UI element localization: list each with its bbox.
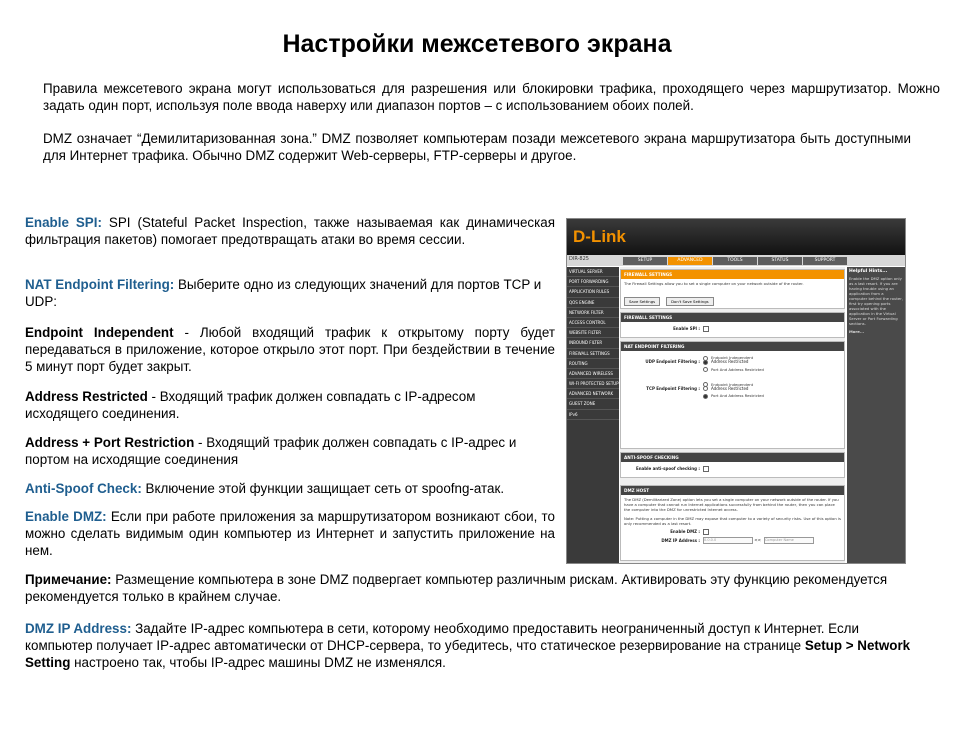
nat-description [25, 276, 545, 310]
apr-text: - Входящий трафик должен совпадать с IP-адрес и портом на исходящие соединения [25, 435, 517, 467]
intro-paragraph-2: DMZ означает “Демилитаризованная зона.” DMZ позволяет компьютерам позади межсетевого экрана маршрутизатора быть доступными для Интернет трафика. Обычно DMZ содержит Web-серверы, FTP-серверы и другое. [43, 131, 911, 163]
endpoint-independent-description [25, 324, 555, 375]
intro-paragraph-1: Правила межсетевого экрана могут использоваться для разрешения или блокировки трафика, проходящего через маршрутизатор. Можно задать один порт, используя поле ввода наверху или диапазон портов – с использованием обоих полей. [43, 81, 940, 113]
sidebar-item[interactable]: NETWORK FILTER [567, 308, 619, 318]
sidebar-item[interactable]: VIRTUAL SERVER [567, 267, 619, 277]
sidebar-item[interactable]: GUEST ZONE [567, 399, 619, 409]
sidebar-item[interactable]: ROUTING [567, 359, 619, 369]
section-text: The DMZ (Demilitarized Zone) option lets you set a single computer on your network outside of the router. If you have a computer that cannot run Internet applications successfully from behind the router, then you can place the computer into the DMZ for unrestricted Internet access. [624, 497, 839, 512]
ei-label: Endpoint Independent [25, 325, 174, 340]
sidebar-item[interactable]: IPv6 [567, 410, 619, 420]
dmz-ip-text-1: Задайте IP-адрес компьютера в сети, которому необходимо предоставить неограниченный доступ к Интернет. Если компьютер получает IP-адрес автоматически от DHCP-сервера, то убедитесь, что статическое резервирование на странице [25, 621, 859, 653]
sidebar-item[interactable]: INBOUND FILTER [567, 338, 619, 348]
section-title: FIREWALL SETTINGS [621, 270, 844, 279]
udp-filtering-label: UDP Endpoint Filtering : [645, 359, 700, 364]
section-title: DMZ HOST [621, 486, 844, 495]
dmz-ip-field-label: DMZ IP Address : [661, 537, 700, 543]
option-label: Endpoint Independent [711, 355, 754, 360]
sidebar-item[interactable]: ACCESS CONTROL [567, 318, 619, 328]
tab-tools[interactable]: TOOLS [713, 257, 757, 265]
sidebar-item[interactable]: ADVANCED WIRELESS [567, 369, 619, 379]
enable-dmz-label: Enable DMZ : [670, 529, 700, 534]
dmz-ip-input[interactable]: 0.0.0.0 [703, 537, 753, 544]
sidebar-item[interactable]: WI-FI PROTECTED SETUP [567, 379, 619, 389]
tcp-filtering-label: TCP Endpoint Filtering : [646, 385, 700, 391]
anti-spoof-section [620, 452, 845, 478]
udp-radio[interactable] [703, 360, 708, 365]
option-label: Endpoint Independent [711, 381, 754, 387]
apr-label: Address + Port Restriction [25, 435, 195, 450]
dmz-description [25, 508, 555, 559]
spi-field-label: Enable SPI : [673, 326, 700, 331]
section-note: Note: Putting a computer in the DMZ may expose that computer to a variety of security risks. Use of this option is only recommended as a last resort. [624, 516, 841, 526]
anti-spoof-text: Включение этой функции защищает сеть от spoofng-атак. [145, 481, 505, 496]
helpful-hints-title: Helpful Hints... [849, 269, 888, 274]
spi-description [25, 214, 555, 248]
model-label: DIR-825 [569, 256, 589, 262]
spi-label: Enable SPI: [25, 215, 102, 230]
sidebar-item[interactable]: ADVANCED NETWORK [567, 389, 619, 399]
tab-status[interactable]: STATUS [758, 257, 802, 265]
router-sidebar [567, 267, 619, 563]
dmz-label: Enable DMZ: [25, 509, 107, 524]
dmz-ip-text-2: настроено так, чтобы IP-адрес машины DMZ не изменялся. [74, 655, 446, 670]
option-label: Address Restricted [711, 385, 749, 391]
tab-support[interactable]: SUPPORT [803, 257, 847, 265]
arrow-left-icon[interactable]: << [754, 537, 761, 543]
sidebar-item[interactable]: QOS ENGINE [567, 298, 619, 308]
option-label: Address Restricted [711, 359, 749, 364]
sidebar-item[interactable]: FIREWALL SETTINGS [567, 349, 619, 359]
section-title: NAT ENDPOINT FILTERING [621, 342, 844, 351]
anti-spoof-label: Anti-Spoof Check: [25, 481, 142, 496]
note-text: Размещение компьютера в зоне DMZ подвергает компьютер различным рискам. Активировать эту функцию рекомендуется рекомендуется только в крайнем случае. [25, 572, 888, 604]
router-main [620, 267, 845, 563]
setup-network-setting-link: Setup > Network Setting [25, 638, 911, 670]
dmz-ip-description [25, 620, 925, 671]
section-title: FIREWALL SETTINGS [621, 313, 844, 322]
tab-setup[interactable]: SETUP [623, 257, 667, 265]
save-settings-button[interactable]: Save Settings [624, 297, 660, 306]
page-title: Настройки межсетевого экрана [282, 30, 672, 58]
tcp-radio[interactable] [703, 394, 708, 399]
dmz-host-section [620, 485, 845, 561]
firewall-spi-section [620, 312, 845, 338]
nat-endpoint-section [620, 341, 845, 449]
nat-text: Выберите одно из следующих значений для портов TCP и UDP: [25, 277, 542, 309]
option-label: Port And Address Restricted [711, 366, 764, 372]
ar-label: Address Restricted [25, 389, 148, 404]
spi-checkbox[interactable] [703, 326, 709, 332]
address-port-restriction-description [25, 434, 555, 468]
computer-name-select[interactable]: Computer Name [764, 537, 814, 544]
anti-spoof-field-label: Enable anti-spoof checking : [635, 466, 700, 471]
enable-dmz-checkbox[interactable] [703, 529, 709, 535]
tcp-radio[interactable] [703, 386, 708, 391]
sidebar-item[interactable]: PORT FORWARDING [567, 277, 619, 287]
section-title: ANTI-SPOOF CHECKING [621, 453, 844, 462]
router-screenshot [566, 218, 906, 564]
tab-advanced[interactable]: ADVANCED [668, 257, 712, 265]
udp-radio[interactable] [703, 367, 708, 372]
dont-save-settings-button[interactable]: Don't Save Settings [666, 297, 714, 306]
dmz-ip-label: DMZ IP Address: [25, 621, 132, 636]
dmz-text: Если при работе приложения за маршрутизатором возникают сбои, то можно сделать видимым один компьютер из Интернет и запустить приложение на нем. [25, 509, 555, 558]
spi-text: SPI (Stateful Packet Inspection, также называемая как динамическая фильтрация пакетов) помогает предотвращать атаки во время сессии. [25, 215, 555, 247]
router-header [567, 219, 905, 255]
note [25, 571, 905, 605]
more-link[interactable]: More... [849, 329, 865, 334]
option-label: Port And Address Restricted [711, 393, 764, 398]
sidebar-item[interactable]: WEBSITE FILTER [567, 328, 619, 338]
anti-spoof-checkbox[interactable] [703, 466, 709, 472]
anti-spoof-description [25, 480, 555, 497]
section-text: The Firewall Settings allow you to set a single computer on your network outside of the router. [624, 281, 804, 286]
helpful-hints-text: Enable the DMZ option only as a last resort. If you are having trouble using an application from a computer behind the router, first try opening ports associated with the application in the Virtual Server or Port Forwarding sections. [849, 276, 903, 326]
nat-label: NAT Endpoint Filtering: [25, 277, 175, 292]
helpful-hints-panel [847, 267, 905, 563]
sidebar-item[interactable]: APPLICATION RULES [567, 287, 619, 297]
address-restricted-description [25, 388, 545, 422]
ei-text: - Любой входящий трафик к открытому порту будет передаваться в приложение, которое открыло этот порт. При бездействии в течение 5 минут порт будет закрыт. [25, 325, 555, 374]
dlink-logo: D-Link [573, 227, 626, 246]
firewall-settings-section [620, 269, 845, 309]
note-label: Примечание: [25, 572, 112, 587]
ar-text: - Входящий трафик должен совпадать с IP-адресом исходящего соединения. [25, 389, 476, 421]
